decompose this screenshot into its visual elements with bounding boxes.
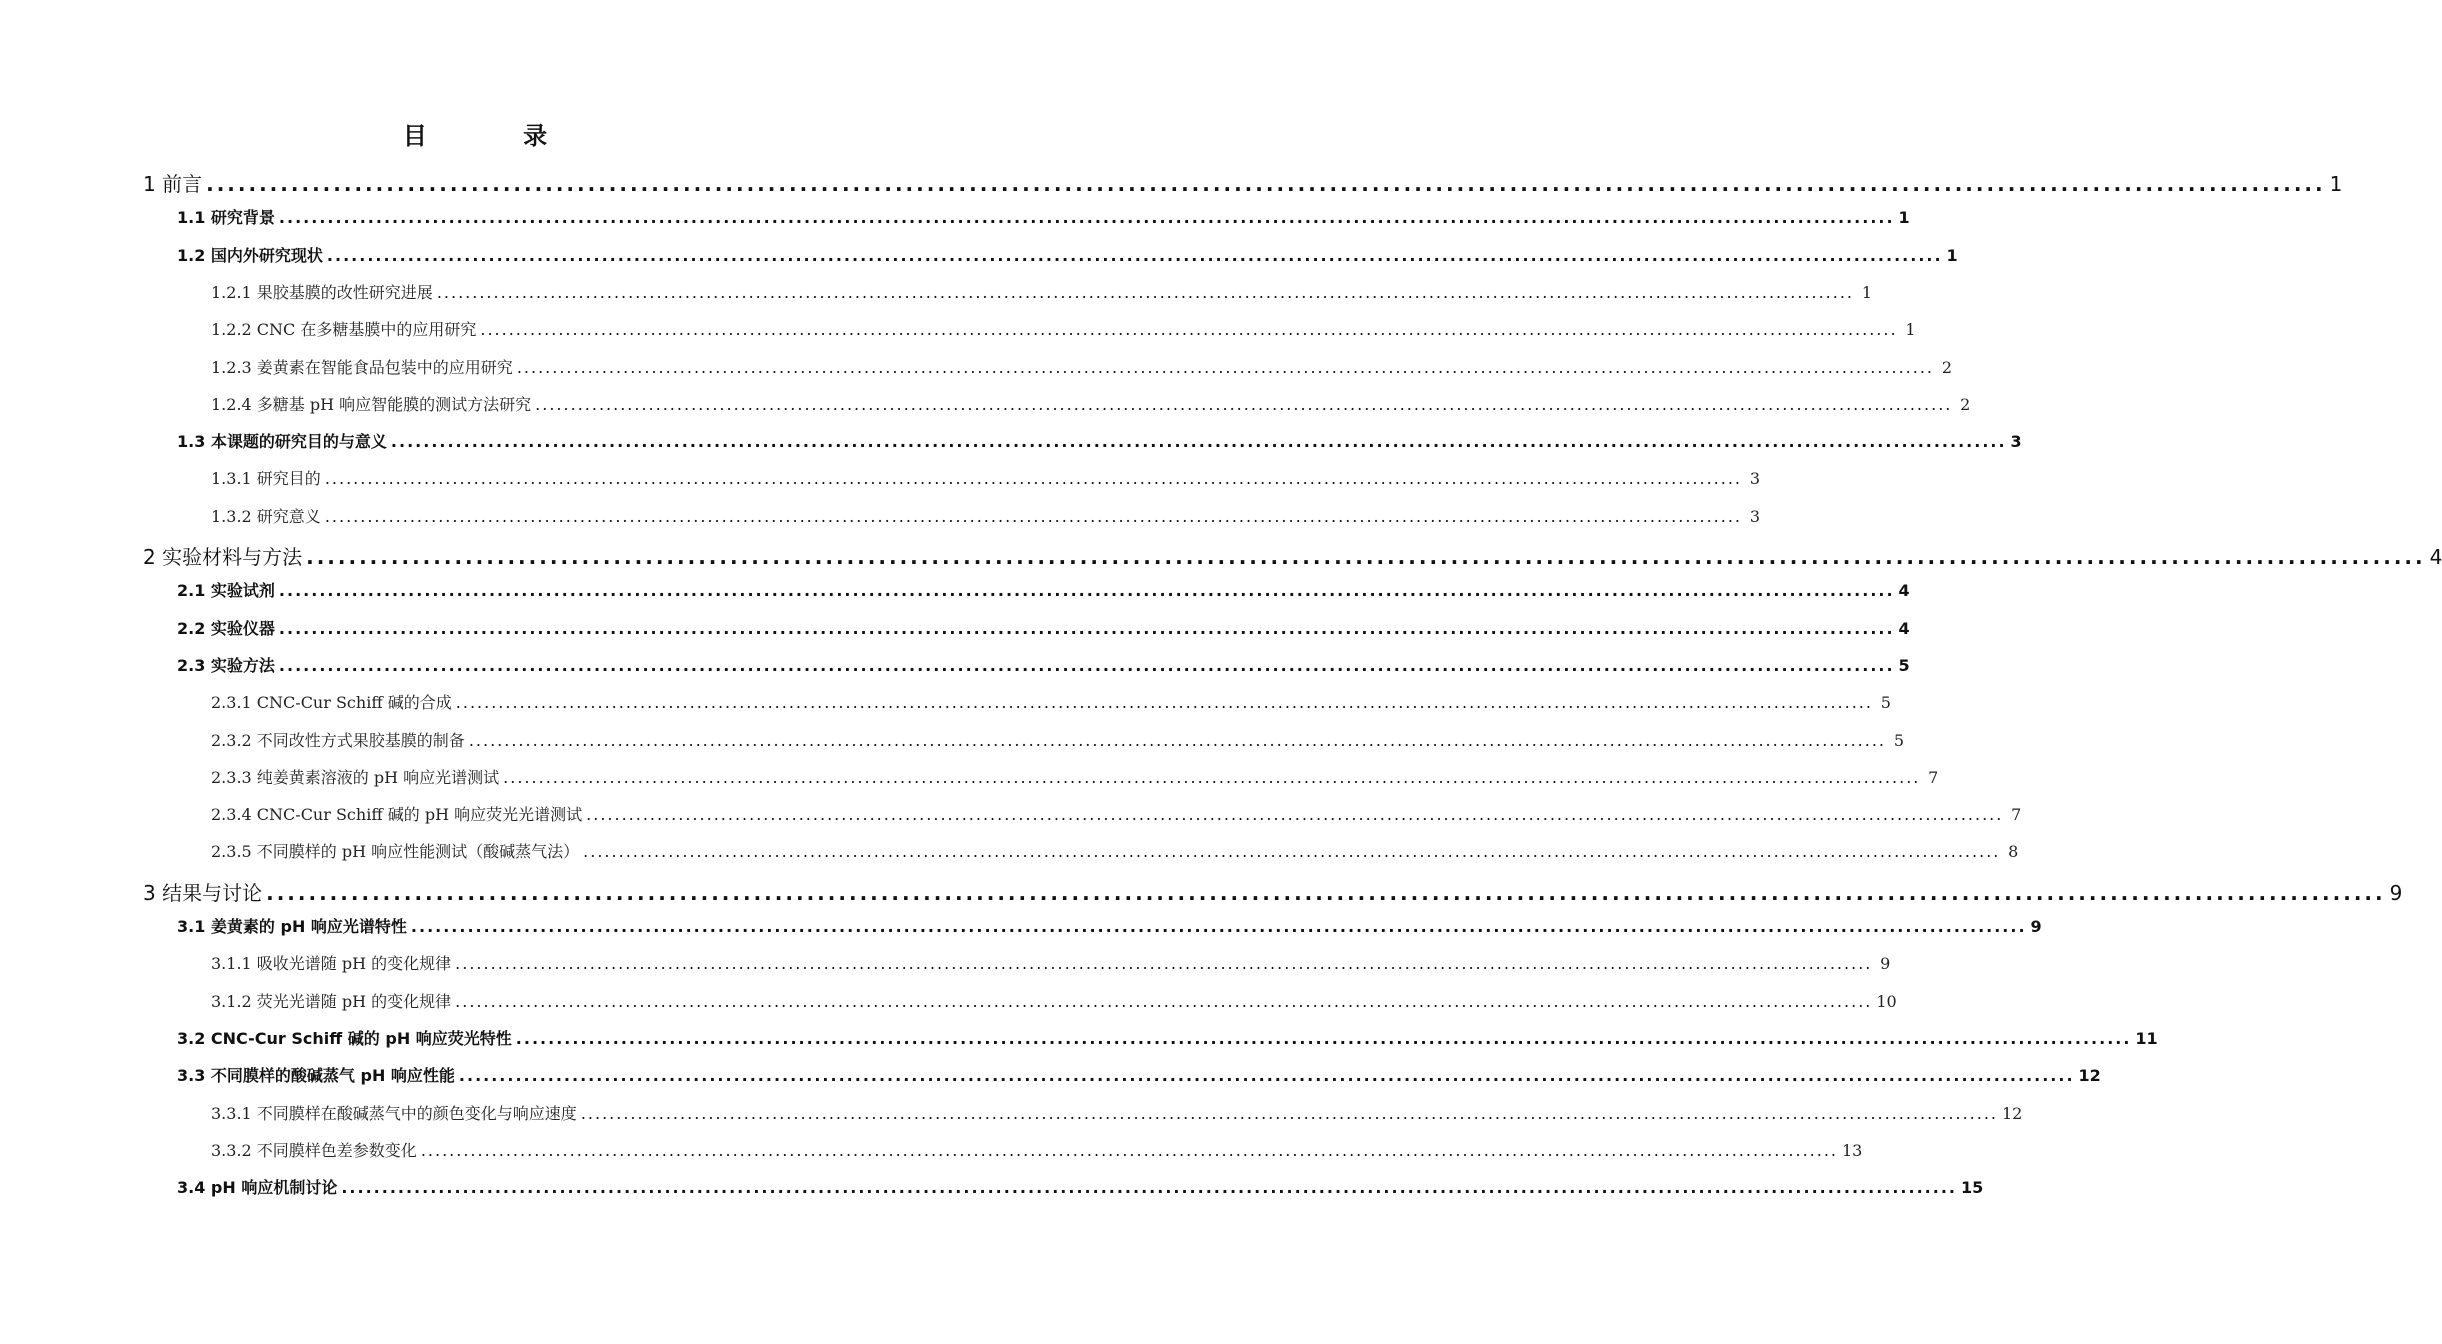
toc-leader-dots: ........................................................................................................................................................................................................ <box>278 655 1895 675</box>
toc-entry[interactable] <box>211 355 1952 378</box>
toc-entry[interactable] <box>211 317 1916 340</box>
toc-entry-page: 8 <box>2008 842 2019 862</box>
toc-entry-label: 1.2.3 姜黄素在智能食品包装中的应用研究 <box>211 357 513 377</box>
toc-entry-label: 2.3.3 纯姜黄素溶液的 pH 响应光谱测试 <box>211 767 500 787</box>
toc-leader-dots: ........................................................................................................................................................................................................ <box>341 1178 1957 1198</box>
toc-leader-dots: ........................................................................................................................................................................................................ <box>324 506 1742 526</box>
toc-entry-page: 1 <box>1905 320 1916 340</box>
toc-title: 目 录 <box>402 122 592 150</box>
toc-entry-label: 1.1 研究背景 <box>177 208 275 228</box>
toc-entry[interactable] <box>177 1026 2158 1049</box>
toc-entry-label: 3.1.1 吸收光谱随 pH 的变化规律 <box>211 954 452 974</box>
toc-entry-label: 1.2.4 多糖基 pH 响应智能膜的测试方法研究 <box>211 394 532 414</box>
toc-leader-dots: ........................................................................................................................................................................................................ <box>206 172 2326 196</box>
toc-entry-page: 3 <box>1749 469 1760 489</box>
toc-leader-dots: ........................................................................................................................................................................................................ <box>278 618 1895 638</box>
toc-entry-label: 1.3.2 研究意义 <box>211 506 321 526</box>
toc-entry-page: 13 <box>1842 1140 1863 1160</box>
toc-leader-dots: ........................................................................................................................................................................................................ <box>420 1140 1838 1160</box>
toc-entry-label: 3.3.1 不同膜样在酸碱蒸气中的颜色变化与响应速度 <box>211 1103 577 1123</box>
toc-entry-label: 3 结果与讨论 <box>143 880 263 905</box>
toc-entry[interactable] <box>211 690 1891 713</box>
toc-entry[interactable] <box>177 1063 2101 1086</box>
toc-leader-dots: ........................................................................................................................................................................................................ <box>468 730 1886 750</box>
toc-entry-page: 9 <box>2389 880 2403 905</box>
toc-entry-page: 7 <box>1928 767 1939 787</box>
toc-entry-label: 1.2 国内外研究现状 <box>177 245 323 265</box>
toc-leader-dots: ........................................................................................................................................................................................................ <box>278 208 1895 228</box>
toc-entry-page: 9 <box>1880 954 1891 974</box>
toc-leader-dots: ........................................................................................................................................................................................................ <box>306 545 2426 569</box>
toc-entry-label: 3.1 姜黄素的 pH 响应光谱特性 <box>177 917 407 936</box>
toc-entry-label: 3.1.2 荧光光谱随 pH 的变化规律 <box>211 991 452 1011</box>
toc-leader-dots: ........................................................................................................................................................................................................ <box>503 767 1921 787</box>
toc-entry[interactable] <box>211 1138 1863 1161</box>
toc-entry-page: 1 <box>2329 172 2343 196</box>
toc-entry[interactable] <box>211 1101 2023 1124</box>
toc-entry[interactable] <box>177 616 1910 639</box>
toc-entry[interactable] <box>211 989 1897 1012</box>
toc-entry-page: 1 <box>1861 282 1872 302</box>
toc-leader-dots: ........................................................................................................................................................................................................ <box>458 1066 2075 1086</box>
toc-leader-dots: ........................................................................................................................................................................................................ <box>324 469 1742 489</box>
toc-leader-dots: ........................................................................................................................................................................................................ <box>480 320 1898 340</box>
toc-leader-dots: ........................................................................................................................................................................................................ <box>278 581 1895 601</box>
toc-entry-page: 12 <box>2002 1103 2023 1123</box>
toc-entry[interactable] <box>177 243 1958 266</box>
toc-entry-page: 10 <box>1876 991 1897 1011</box>
toc-entry-page: 9 <box>2030 917 2042 936</box>
toc-entry-label: 2.1 实验试剂 <box>177 581 275 601</box>
toc-leader-dots: ........................................................................................................................................................................................................ <box>455 693 1873 713</box>
toc-entry[interactable] <box>211 728 1904 751</box>
toc-entry-page: 2 <box>1960 394 1971 414</box>
toc-leader-dots: ........................................................................................................................................................................................................ <box>583 842 2001 862</box>
toc-leader-dots: ........................................................................................................................................................................................................ <box>390 432 2007 452</box>
toc-entry[interactable] <box>211 951 1891 974</box>
toc-leader-dots: ........................................................................................................................................................................................................ <box>535 394 1953 414</box>
toc-entry[interactable] <box>177 914 2042 937</box>
toc-entry-label: 1 前言 <box>143 172 203 196</box>
toc-leader-dots: ........................................................................................................................................................................................................ <box>580 1103 1998 1123</box>
toc-entry-page: 5 <box>1880 693 1891 713</box>
toc-leader-dots: ........................................................................................................................................................................................................ <box>436 282 1854 302</box>
toc-entry-page: 12 <box>2078 1066 2101 1086</box>
toc-entry-label: 3.3 不同膜样的酸碱蒸气 pH 响应性能 <box>177 1066 455 1086</box>
toc-entry[interactable] <box>143 877 2403 906</box>
toc-entry[interactable] <box>211 802 2022 825</box>
toc-leader-dots: ........................................................................................................................................................................................................ <box>266 880 2386 905</box>
toc-leader-dots: ........................................................................................................................................................................................................ <box>515 1028 2132 1048</box>
toc-entry[interactable] <box>143 168 2343 197</box>
toc-entry[interactable] <box>211 280 1872 303</box>
toc-entry-page: 1 <box>1946 245 1958 265</box>
toc-entry-page: 5 <box>1893 730 1904 750</box>
toc-entry[interactable] <box>211 392 1971 415</box>
toc-entry-label: 3.3.2 不同膜样色差参数变化 <box>211 1140 417 1160</box>
toc-entry-label: 2 实验材料与方法 <box>143 545 303 569</box>
toc-entry-label: 2.3 实验方法 <box>177 655 275 675</box>
toc-entry[interactable] <box>177 578 1910 601</box>
toc-entry-page: 5 <box>1898 655 1910 675</box>
toc-entry-page: 7 <box>2011 805 2022 825</box>
toc-entry-label: 1.3.1 研究目的 <box>211 469 321 489</box>
toc-leader-dots: ........................................................................................................................................................................................................ <box>586 805 2004 825</box>
toc-entry[interactable] <box>211 839 2019 862</box>
toc-entry-label: 2.3.5 不同膜样的 pH 响应性能测试（酸碱蒸气法） <box>211 842 580 862</box>
toc-entry[interactable] <box>177 205 1910 228</box>
toc-entry-page: 3 <box>1749 506 1760 526</box>
toc-entry-page: 15 <box>1960 1178 1984 1198</box>
toc-leader-dots: ........................................................................................................................................................................................................ <box>410 917 2027 936</box>
toc-entry-label: 2.2 实验仪器 <box>177 618 275 638</box>
toc-leader-dots: ........................................................................................................................................................................................................ <box>455 954 1873 974</box>
toc-entry[interactable] <box>211 504 1760 527</box>
toc-entry-label: 1.2.1 果胶基膜的改性研究进展 <box>211 282 433 302</box>
toc-entry-label: 2.3.2 不同改性方式果胶基膜的制备 <box>211 730 465 750</box>
toc-entry-page: 1 <box>1898 208 1910 228</box>
toc-entry[interactable] <box>177 429 2022 452</box>
toc-entry-label: 2.3.4 CNC-Cur Schiff 碱的 pH 响应荧光光谱测试 <box>211 805 583 825</box>
toc-entry[interactable] <box>177 1175 1984 1198</box>
toc-entry-page: 4 <box>2429 545 2442 569</box>
toc-entry-page: 3 <box>2010 432 2022 452</box>
toc-entry-label: 1.3 本课题的研究目的与意义 <box>177 432 387 452</box>
toc-entry-page: 4 <box>1898 618 1910 638</box>
toc-entry[interactable] <box>211 466 1760 489</box>
toc-entry[interactable] <box>211 765 1939 788</box>
toc-leader-dots: ........................................................................................................................................................................................................ <box>516 357 1934 377</box>
toc-entry-label: 3.4 pH 响应机制讨论 <box>177 1178 338 1198</box>
toc-entry-label: 3.2 CNC-Cur Schiff 碱的 pH 响应荧光特性 <box>177 1028 512 1048</box>
toc-entry-label: 1.2.2 CNC 在多糖基膜中的应用研究 <box>211 320 477 340</box>
toc-entry[interactable] <box>143 541 2442 570</box>
toc-entry-page: 4 <box>1898 581 1910 601</box>
toc-leader-dots: ........................................................................................................................................................................................................ <box>455 991 1873 1011</box>
toc-entry-page: 11 <box>2135 1028 2158 1048</box>
toc-entry-page: 2 <box>1941 357 1952 377</box>
toc-leader-dots: ........................................................................................................................................................................................................ <box>326 245 1943 265</box>
toc-entry[interactable] <box>177 653 1910 676</box>
toc-entry-label: 2.3.1 CNC-Cur Schiff 碱的合成 <box>211 693 452 713</box>
